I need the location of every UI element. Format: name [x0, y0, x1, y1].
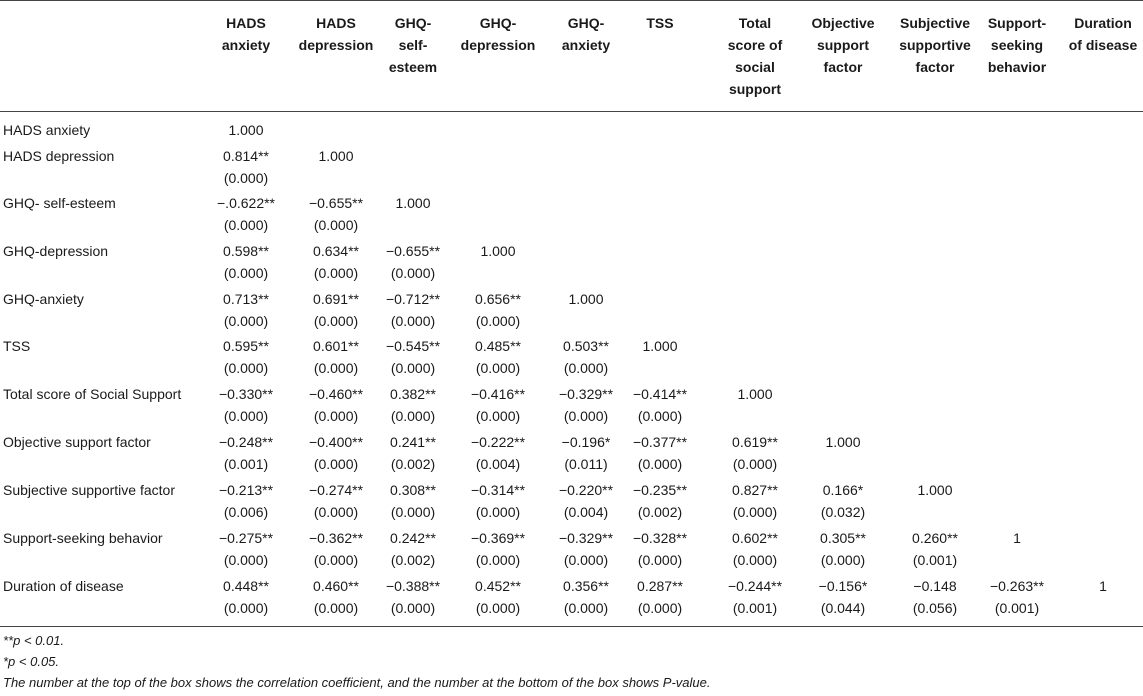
- p-value: (0.000): [390, 504, 436, 520]
- correlation-coefficient: 0.814**: [223, 148, 269, 164]
- table-cell: [546, 479, 626, 523]
- p-value: (0.000): [313, 313, 359, 329]
- p-value: (0.000): [563, 600, 609, 616]
- p-value: (0.000): [390, 313, 436, 329]
- correlation-coefficient: 0.166*: [822, 482, 864, 498]
- p-value: (0.006): [223, 504, 269, 520]
- correlation-coefficient: 1: [1099, 578, 1107, 594]
- table-cell: [206, 431, 286, 475]
- table-cell: [206, 383, 286, 427]
- table-cell: [975, 575, 1059, 619]
- p-value: (0.000): [223, 265, 269, 281]
- table-cell: [373, 575, 453, 619]
- table-cell: [206, 192, 286, 236]
- column-header: Support- seeking behavior: [987, 15, 1047, 75]
- correlation-coefficient: −0.274**: [308, 482, 364, 498]
- p-value: (0.032): [820, 504, 866, 520]
- p-value: (0.000): [223, 170, 269, 186]
- p-value: (0.000): [563, 360, 609, 376]
- correlation-coefficient: −0.377**: [632, 434, 688, 450]
- table-cell: [546, 431, 626, 475]
- row-label: GHQ-depression: [3, 243, 109, 259]
- correlation-coefficient: 1.000: [480, 243, 516, 259]
- p-value: (0.056): [912, 600, 958, 616]
- p-value: (0.000): [563, 552, 609, 568]
- table-cell: [458, 383, 538, 427]
- p-value: (0.002): [637, 504, 683, 520]
- correlation-coefficient: −0.460**: [308, 386, 364, 402]
- correlation-coefficient: 1.000: [917, 482, 953, 498]
- p-value: (0.000): [732, 504, 778, 520]
- table-cell: [458, 335, 538, 379]
- correlation-coefficient: 0.595**: [223, 338, 269, 354]
- p-value: (0.000): [732, 456, 778, 472]
- p-value: (0.002): [390, 456, 436, 472]
- p-value: (0.000): [223, 600, 269, 616]
- correlation-coefficient: 0.503**: [563, 338, 609, 354]
- footnote: **p < 0.01.: [3, 633, 65, 648]
- p-value: (0.000): [475, 408, 521, 424]
- table-cell: [373, 527, 453, 571]
- table-cell: [290, 383, 382, 427]
- table-cell: [714, 479, 796, 523]
- p-value: (0.000): [820, 552, 866, 568]
- table-cell: [546, 383, 626, 427]
- row-label: Support-seeking behavior: [3, 530, 163, 546]
- table-cell: [206, 479, 286, 523]
- table-header-rule: [0, 111, 1143, 112]
- correlation-coefficient: −0.244**: [727, 578, 783, 594]
- column-header: GHQ- self- esteem: [388, 15, 438, 75]
- table-cell: [889, 527, 981, 571]
- p-value: (0.000): [390, 408, 436, 424]
- table-bottom-rule: [0, 626, 1143, 627]
- p-value: (0.000): [732, 552, 778, 568]
- correlation-coefficient: 0.598**: [223, 243, 269, 259]
- table-cell: [206, 240, 286, 284]
- p-value: (0.000): [390, 360, 436, 376]
- p-value: (0.000): [313, 504, 359, 520]
- correlation-coefficient: 0.448**: [223, 578, 269, 594]
- correlation-coefficient: 0.356**: [563, 578, 609, 594]
- table-cell: [546, 575, 626, 619]
- row-label: Objective support factor: [3, 434, 151, 450]
- correlation-coefficient: −0.275**: [218, 530, 274, 546]
- correlation-coefficient: 1.000: [642, 338, 678, 354]
- table-cell: [620, 431, 700, 475]
- p-value: (0.000): [313, 217, 359, 233]
- table-cell: [373, 479, 453, 523]
- p-value: (0.002): [390, 552, 436, 568]
- correlation-coefficient: 0.656**: [475, 291, 521, 307]
- table-cell: [373, 383, 453, 427]
- table-cell: [458, 479, 538, 523]
- correlation-coefficient: −0.712**: [385, 291, 441, 307]
- correlation-coefficient: −0.545**: [385, 338, 441, 354]
- table-cell: [546, 288, 626, 310]
- p-value: (0.000): [563, 408, 609, 424]
- correlation-coefficient: −0.362**: [308, 530, 364, 546]
- correlation-coefficient: −0.220**: [558, 482, 614, 498]
- table-cell: [290, 575, 382, 619]
- table-cell: [373, 335, 453, 379]
- correlation-coefficient: −0.213**: [218, 482, 274, 498]
- p-value: (0.004): [475, 456, 521, 472]
- table-cell: [620, 575, 700, 619]
- table-cell: [714, 575, 796, 619]
- table-cell: [714, 431, 796, 475]
- table-cell: [800, 479, 886, 523]
- correlation-coefficient: 1.000: [318, 148, 354, 164]
- correlation-coefficient: 0.619**: [732, 434, 778, 450]
- correlation-coefficient: 0.713**: [223, 291, 269, 307]
- table-cell: [800, 575, 886, 619]
- correlation-coefficient: −0.263**: [989, 578, 1045, 594]
- table-cell: [206, 288, 286, 332]
- table-cell: [290, 240, 382, 284]
- p-value: (0.000): [313, 265, 359, 281]
- table-cell: [800, 527, 886, 571]
- table-cell: [714, 527, 796, 571]
- table-cell: [458, 240, 538, 262]
- p-value: (0.044): [820, 600, 866, 616]
- correlation-coefficient: 0.452**: [475, 578, 521, 594]
- p-value: (0.000): [637, 552, 683, 568]
- row-label: TSS: [3, 338, 31, 354]
- row-label: HADS anxiety: [3, 122, 91, 138]
- table-top-rule: [0, 0, 1143, 1]
- p-value: (0.000): [637, 600, 683, 616]
- p-value: (0.001): [732, 600, 778, 616]
- correlation-coefficient: −0.329**: [558, 386, 614, 402]
- column-header: GHQ- anxiety: [561, 15, 611, 53]
- correlation-coefficient: −0.416**: [470, 386, 526, 402]
- correlation-coefficient: −0.235**: [632, 482, 688, 498]
- correlation-coefficient: 0.691**: [313, 291, 359, 307]
- p-value: (0.000): [637, 456, 683, 472]
- correlation-coefficient: 0.602**: [732, 530, 778, 546]
- correlation-coefficient: −0.148: [913, 578, 957, 594]
- table-cell: [1063, 575, 1143, 597]
- p-value: (0.000): [475, 313, 521, 329]
- p-value: (0.000): [475, 552, 521, 568]
- column-header: TSS: [646, 15, 674, 31]
- p-value: (0.000): [313, 600, 359, 616]
- correlation-coefficient: 0.308**: [390, 482, 436, 498]
- p-value: (0.000): [637, 408, 683, 424]
- correlation-coefficient: 0.242**: [390, 530, 436, 546]
- p-value: (0.000): [223, 408, 269, 424]
- p-value: (0.000): [223, 552, 269, 568]
- table-cell: [373, 192, 453, 214]
- correlation-coefficient: −.0.622**: [217, 195, 275, 211]
- table-cell: [975, 527, 1059, 549]
- p-value: (0.001): [994, 600, 1040, 616]
- correlation-coefficient: 0.305**: [820, 530, 866, 546]
- p-value: (0.000): [313, 360, 359, 376]
- correlation-coefficient: 1.000: [737, 386, 773, 402]
- p-value: (0.000): [223, 360, 269, 376]
- p-value: (0.000): [390, 600, 436, 616]
- row-label: Total score of Social Support: [3, 386, 182, 402]
- table-cell: [373, 288, 453, 332]
- correlation-coefficient: 1.000: [395, 195, 431, 211]
- correlation-coefficient: −0.655**: [385, 243, 441, 259]
- table-cell: [889, 479, 981, 501]
- correlation-coefficient: 1.000: [228, 122, 264, 138]
- p-value: (0.011): [564, 456, 608, 472]
- correlation-coefficient: −0.196*: [561, 434, 611, 450]
- correlation-coefficient: −0.400**: [308, 434, 364, 450]
- table-cell: [714, 383, 796, 405]
- column-header: Subjective supportive factor: [899, 15, 971, 75]
- table-cell: [290, 431, 382, 475]
- p-value: (0.001): [912, 552, 958, 568]
- table-cell: [620, 479, 700, 523]
- column-header: Duration of disease: [1068, 15, 1138, 53]
- column-header: HADS depression: [298, 15, 374, 53]
- column-header: Total score of social support: [727, 15, 783, 97]
- table-cell: [546, 335, 626, 379]
- correlation-coefficient: −0.156*: [818, 578, 868, 594]
- correlation-coefficient: 0.287**: [637, 578, 683, 594]
- correlation-coefficient: −0.330**: [218, 386, 274, 402]
- p-value: (0.000): [223, 313, 269, 329]
- table-cell: [546, 527, 626, 571]
- table-cell: [206, 527, 286, 571]
- p-value: (0.000): [475, 360, 521, 376]
- table-cell: [458, 288, 538, 332]
- footnote: *p < 0.05.: [3, 654, 60, 669]
- table-cell: [206, 575, 286, 619]
- correlation-coefficient: 1.000: [825, 434, 861, 450]
- correlation-coefficient: 0.601**: [313, 338, 359, 354]
- row-label: Subjective supportive factor: [3, 482, 175, 498]
- correlation-coefficient: −0.328**: [632, 530, 688, 546]
- table-cell: [290, 479, 382, 523]
- correlation-coefficient: −0.414**: [632, 386, 688, 402]
- correlation-coefficient: −0.388**: [385, 578, 441, 594]
- correlation-coefficient: −0.222**: [470, 434, 526, 450]
- table-cell: [620, 335, 700, 357]
- table-cell: [889, 575, 981, 619]
- row-label: Duration of disease: [3, 578, 124, 594]
- correlation-coefficient: 0.460**: [313, 578, 359, 594]
- table-cell: [290, 527, 382, 571]
- p-value: (0.000): [475, 504, 521, 520]
- table-cell: [290, 192, 382, 236]
- p-value: (0.000): [390, 265, 436, 281]
- table-cell: [373, 431, 453, 475]
- row-label: HADS depression: [3, 148, 115, 164]
- table-cell: [290, 288, 382, 332]
- correlation-coefficient: 0.634**: [313, 243, 359, 259]
- table-cell: [458, 431, 538, 475]
- column-header: GHQ- depression: [460, 15, 536, 53]
- table-cell: [373, 240, 453, 284]
- correlation-coefficient: −0.329**: [558, 530, 614, 546]
- p-value: (0.000): [223, 217, 269, 233]
- table-cell: [206, 335, 286, 379]
- table-cell: [458, 575, 538, 619]
- p-value: (0.000): [313, 552, 359, 568]
- column-header: Objective support factor: [811, 15, 875, 75]
- correlation-coefficient: 0.485**: [475, 338, 521, 354]
- correlation-coefficient: −0.655**: [308, 195, 364, 211]
- table-cell: [290, 335, 382, 379]
- footnote: The number at the top of the box shows the correlation coefficient, and the number at the bottom of the box shows P-value.: [3, 675, 711, 690]
- table-cell: [800, 431, 886, 453]
- row-label: GHQ-anxiety: [3, 291, 84, 307]
- correlation-coefficient: 1: [1013, 530, 1021, 546]
- table-cell: [620, 527, 700, 571]
- correlation-coefficient: 0.260**: [912, 530, 958, 546]
- correlation-coefficient: 0.382**: [390, 386, 436, 402]
- p-value: (0.001): [223, 456, 269, 472]
- table-cell: [620, 383, 700, 427]
- correlation-coefficient: −0.248**: [218, 434, 274, 450]
- p-value: (0.004): [563, 504, 609, 520]
- correlation-coefficient: 0.827**: [732, 482, 778, 498]
- column-header: HADS anxiety: [221, 15, 271, 53]
- table-cell: [458, 527, 538, 571]
- correlation-coefficient: 0.241**: [390, 434, 436, 450]
- correlation-coefficient: −0.369**: [470, 530, 526, 546]
- table-cell: [290, 145, 382, 167]
- correlation-coefficient: 1.000: [568, 291, 604, 307]
- table-cell: [206, 119, 286, 141]
- correlation-coefficient: −0.314**: [470, 482, 526, 498]
- p-value: (0.000): [313, 408, 359, 424]
- p-value: (0.000): [475, 600, 521, 616]
- p-value: (0.000): [313, 456, 359, 472]
- row-label: GHQ- self-esteem: [3, 195, 116, 211]
- table-cell: [206, 145, 286, 189]
